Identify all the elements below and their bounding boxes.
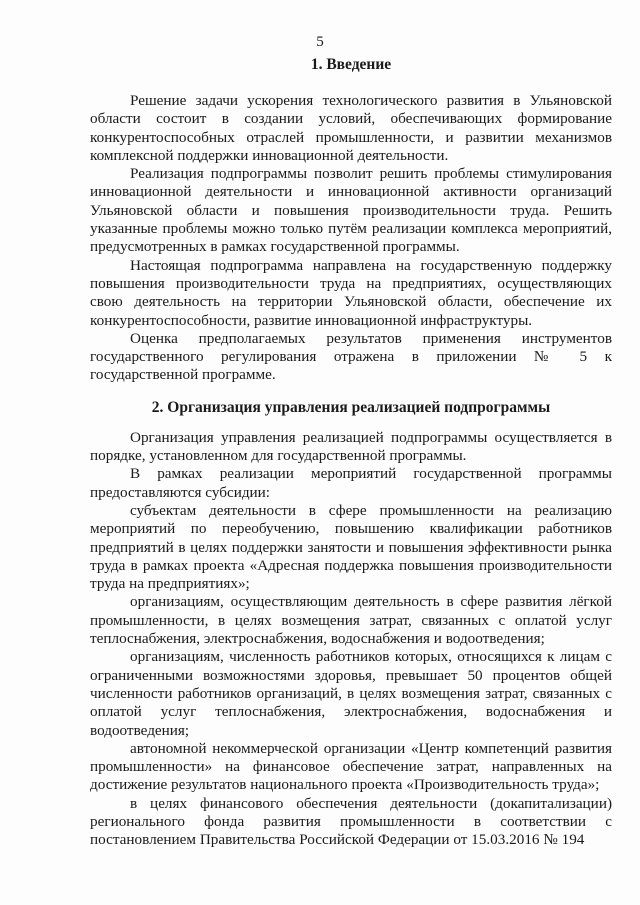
section-1-paragraph-3: Настоящая подпрограмма направлена на государственную поддержку повышения производительности труда на предприятиях, осуществляющих свою деятельность на территории Ульяновской области, обеспечение их конкурентоспособности, развитие инновационной инфраструктуры. — [90, 256, 612, 329]
section-2-paragraph-1: Организация управления реализацией подпрограммы осуществляется в порядке, установленном для государственной программы. — [90, 428, 612, 465]
page-number: 5 — [316, 34, 324, 50]
section-2-title: 2. Организация управления реализацией подпрограммы — [151, 398, 551, 416]
section-2-paragraph-2: В рамках реализации мероприятий государственной программы предоставляются субсидии: — [90, 465, 612, 501]
section-2-paragraph-5: организациям, численность работников которых, относящихся к лицам с ограниченными возможностями здоровья, превышает 50 процентов общей численности работников организаций, в целях возмещения затрат, связанных с оплатой услуг теплоснабжения, электроснабжения, водоснабжения и водоотведения; — [90, 648, 612, 739]
section-1-paragraph-2: Реализация подпрограммы позволит решить проблемы стимулирования инновационной деятельности и инновационной активности организаций Ульяновской области и повышения производительности труда. Решить указанные проблемы можно только путём реализации комплекса мероприятий, предусмотренных в рамках государственной программы. — [90, 165, 612, 256]
document-body — [90, 56, 612, 850]
section-1-paragraph-1: Решение задачи ускорения технологического развития в Ульяновской области состоит в создании условий, обеспечивающих формирование конкурентоспособных отраслей промышленности, и развитии механизмов комплексной поддержки инновационной деятельности. — [90, 92, 612, 164]
section-2-paragraph-3: субъектам деятельности в сфере промышленности на реализацию мероприятий по переобучению, повышению квалификации работников предприятий в целях поддержки занятости и повышения эффективности рынка труда в рамках проекта «Адресная поддержка повышения производительности труда на предприятиях»; — [90, 501, 612, 593]
section-1-paragraph-4: Оценка предполагаемых результатов применения инструментов государственного регулирования отражена в приложении № 5 к государственной программе. — [90, 329, 612, 384]
section-2-paragraph-4: организациям, осуществляющим деятельность в сфере развития лёгкой промышленности, в целях возмещения затрат, связанных с оплатой услуг теплоснабжения, электроснабжения, водоснабжения и водоотведения; — [90, 593, 612, 648]
section-2-paragraph-7: в целях финансового обеспечения деятельности (докапитализации) регионального фонда развития промышленности в соответствии с постановлением Правительства Российской Федерации от 15.03.2016 № 194 — [90, 794, 612, 849]
section-1-title: 1. Введение — [310, 56, 392, 73]
section-2-paragraph-6: автономной некоммерческой организации «Центр компетенций развития промышленности» на финансовое обеспечение затрат, направленных на достижение результатов национального проекта «Производительность труда»; — [90, 739, 612, 794]
